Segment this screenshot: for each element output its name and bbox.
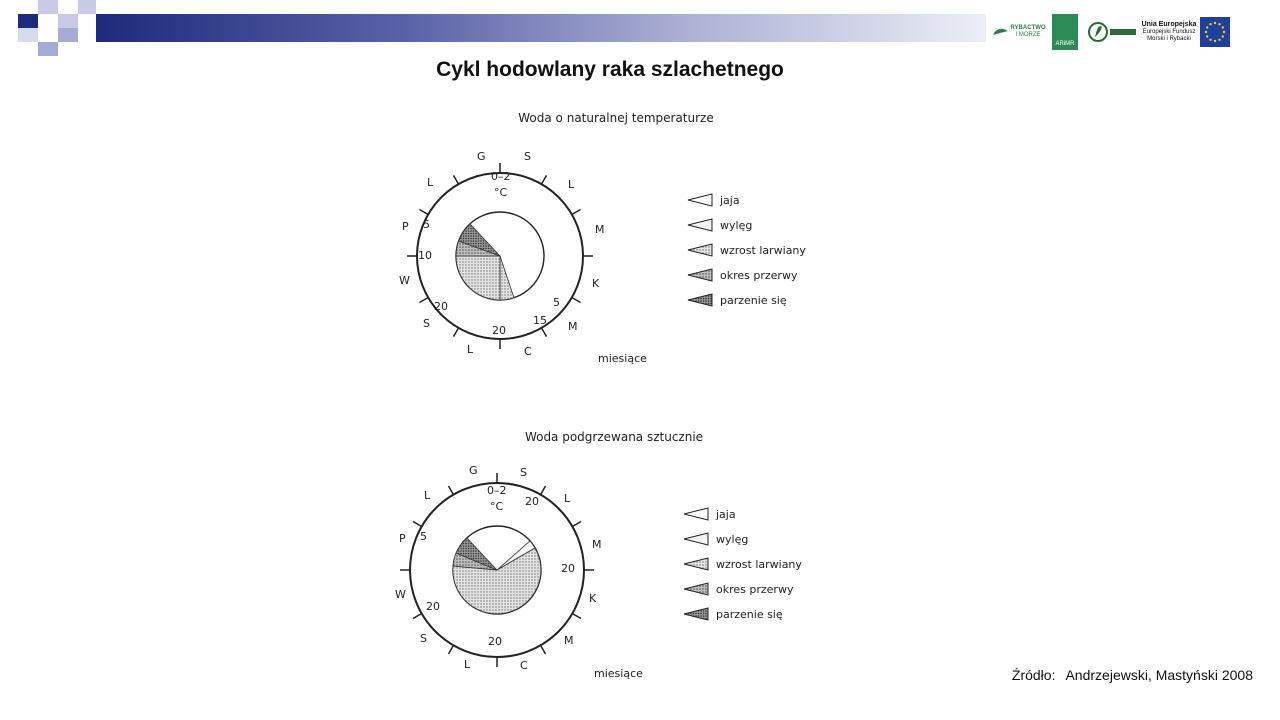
month-label: G bbox=[477, 150, 486, 163]
diagram-natural-water bbox=[399, 111, 806, 365]
ue-title: Unia Europejska bbox=[1141, 21, 1197, 28]
legend-item: wylęg bbox=[716, 533, 749, 546]
month-label: W bbox=[399, 274, 410, 287]
temperature-label: 0–2 bbox=[487, 484, 507, 497]
legend-swatch-jaja bbox=[684, 508, 708, 520]
legend bbox=[684, 508, 802, 621]
month-label: K bbox=[589, 592, 597, 605]
temperature-label: °C bbox=[494, 186, 508, 199]
legend-item: jaja bbox=[716, 508, 736, 521]
legend-item: wzrost larwiany bbox=[720, 244, 806, 257]
month-label: S bbox=[423, 317, 430, 330]
month-label: P bbox=[402, 220, 409, 233]
month-label: L bbox=[464, 658, 471, 671]
temperature-label: 20 bbox=[488, 635, 502, 648]
month-label: M bbox=[592, 538, 602, 551]
legend-swatch-przerwa bbox=[688, 269, 712, 281]
month-label: L bbox=[467, 343, 474, 356]
legend-item: parzenie się bbox=[716, 608, 783, 621]
legend-item: parzenie się bbox=[720, 294, 787, 307]
temperature-label: 20 bbox=[426, 600, 440, 613]
month-label: M bbox=[564, 634, 574, 647]
month-label: S bbox=[520, 466, 527, 479]
legend-swatch-jaja bbox=[688, 194, 712, 206]
temperature-label: 20 bbox=[561, 562, 575, 575]
axis-label-months: miesiące bbox=[598, 352, 647, 365]
month-label: L bbox=[564, 492, 571, 505]
month-label: L bbox=[427, 176, 434, 189]
month-label: P bbox=[399, 532, 406, 545]
month-label: M bbox=[595, 223, 605, 236]
slide-title: Cykl hodowlany raka szlachetnego bbox=[436, 58, 784, 81]
temperature-label: 5 bbox=[553, 296, 560, 309]
month-label: S bbox=[524, 150, 531, 163]
legend bbox=[688, 194, 806, 307]
temperature-label: °C bbox=[490, 500, 504, 513]
legend-swatch-wzrost bbox=[684, 558, 708, 570]
legend-item: okres przerwy bbox=[716, 583, 794, 596]
rybactwo-text-2: I MORZE bbox=[1015, 32, 1041, 38]
wedge-wzrost-larwiany bbox=[456, 256, 500, 300]
source-authors: Andrzejewski, Mastyński 2008 bbox=[1065, 667, 1253, 683]
source-prefix: Źródło: bbox=[1011, 667, 1056, 683]
month-label: L bbox=[568, 178, 575, 191]
diagram-title: Woda o naturalnej temperaturze bbox=[518, 111, 714, 125]
month-label: C bbox=[520, 659, 528, 672]
legend-swatch-przerwa bbox=[684, 583, 708, 595]
legend-swatch-parzenie bbox=[684, 608, 708, 620]
arimr-text: ARiMR bbox=[1055, 41, 1075, 47]
legend-swatch-wyleg bbox=[684, 533, 708, 545]
diagram-title: Woda podgrzewana sztucznie bbox=[524, 430, 704, 444]
legend-item: wzrost larwiany bbox=[716, 558, 802, 571]
month-label: G bbox=[469, 464, 478, 477]
legend-item: wylęg bbox=[720, 219, 753, 232]
rybactwo-text: RYBACTWO bbox=[1010, 25, 1046, 31]
temperature-label: 15 bbox=[533, 314, 547, 327]
temperature-label: 0–2 bbox=[491, 170, 511, 183]
diagram-heated-water bbox=[395, 430, 802, 680]
month-label: M bbox=[568, 320, 578, 333]
month-label: C bbox=[524, 345, 532, 358]
temperature-label: 20 bbox=[525, 495, 539, 508]
legend-swatch-wzrost bbox=[688, 244, 712, 256]
month-label: S bbox=[420, 632, 427, 645]
axis-label-months: miesiące bbox=[594, 667, 643, 680]
legend-item: okres przerwy bbox=[720, 269, 798, 282]
temperature-label: 10 bbox=[418, 249, 432, 262]
temperature-label: 5 bbox=[420, 530, 427, 543]
ue-sub1: Europejski Fundusz bbox=[1142, 29, 1196, 35]
legend-swatch-parzenie bbox=[688, 294, 712, 306]
temperature-label: 20 bbox=[492, 324, 506, 337]
month-label: L bbox=[424, 489, 431, 502]
legend-swatch-wyleg bbox=[688, 219, 712, 231]
ue-sub2: Morski i Rybacki bbox=[1147, 36, 1191, 42]
temperature-label: 20 bbox=[434, 300, 448, 313]
source-citation bbox=[1012, 667, 1253, 683]
legend-item: jaja bbox=[720, 194, 740, 207]
month-label: K bbox=[592, 277, 600, 290]
month-label: W bbox=[395, 588, 406, 601]
temperature-label: 5 bbox=[423, 218, 430, 231]
